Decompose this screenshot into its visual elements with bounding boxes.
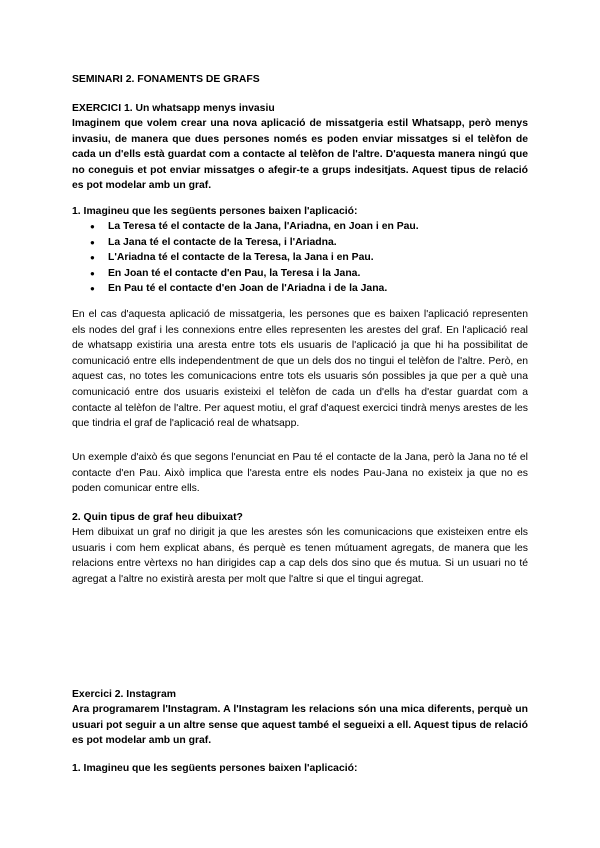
exercise-1-question-2: 2. Quin tipus de graf heu dibuixat?	[72, 512, 243, 523]
exercise-1-answer-1: En el cas d'aquesta aplicació de missatgeria, les persones que es baixen l'aplicació representen els nodes del graf i les connexions entre elles representen les arestes del graf. En l'aplicació real de whatsapp existiria una aresta entre tots els usuaris de l'aplicació ja que hi ha possibilitat de comunicació entre ells independentment de que un dels dos no tingui el telèfon de l'altre. Però, en aquest cas, no totes les comunicacions entre tots els usuaris són possibles ja que per a què una comunicació entre dos usuaris existeixi el telèfon de cada un d'ells ha d'estar guardat com a contacte al telèfon de l'altre. Per aquest motiu, el graf d'aquest exercici tindrà menys arestes de les que tindria el graf de l'aplicació real de whatsapp.	[72, 309, 528, 430]
exercise-2-question-1: 1. Imagineu que les següents persones baixen l'aplicació:	[72, 763, 358, 774]
exercise-2-title: Exercici 2. Instagram	[72, 689, 176, 700]
exercise-1-title: EXERCICI 1. Un whatsapp menys invasiu	[72, 103, 275, 114]
list-item: ● L'Ariadna té el contacte de la Teresa, la Jana i en Pau.	[72, 250, 528, 266]
list-item: ● La Jana té el contacte de la Teresa, i l'Ariadna.	[72, 235, 528, 251]
contacts-bullet-list	[72, 219, 528, 297]
seminar-title: SEMINARI 2. FONAMENTS DE GRAFS	[72, 74, 260, 85]
list-item: ● En Pau té el contacte d'en Joan de l'Ariadna i de la Jana.	[72, 281, 528, 297]
exercise-1-intro: Imaginem que volem crear una nova aplicació de missatgeria estil Whatsapp, però menys invasiu, de manera que dues persones només es poden enviar missatges si el telèfon de cada un d'ells està guardat com a contacte al telèfon de l'altre. D'aquesta manera ningú que no coneguis et pot enviar missatges o afegir-te a grups indesitjats. Aquest tipus de relació es pot modelar amb un graf.	[72, 118, 528, 192]
list-item: ● La Teresa té el contacte de la Jana, l'Ariadna, en Joan i en Pau.	[72, 219, 528, 235]
exercise-2-intro: Ara programarem l'Instagram. A l'Instagram les relacions són una mica diferents, perquè un usuari pot seguir a un altre sense que aquest també el segueixi a ell. Aquest tipus de relació es pot modelar amb un graf.	[72, 704, 528, 747]
exercise-1-example: Un exemple d'això és que segons l'enunciat en Pau té el contacte de la Jana, però la Jana no té el contacte d'en Pau. Això implica que l'aresta entre els nodes Pau-Jana no existeix ja que no es poden comunicar entre ells.	[72, 452, 528, 495]
list-item: ● En Joan té el contacte d'en Pau, la Teresa i la Jana.	[72, 266, 528, 282]
exercise-1-question-1: 1. Imagineu que les següents persones baixen l'aplicació:	[72, 206, 358, 217]
exercise-1-answer-2: Hem dibuixat un graf no dirigit ja que les arestes són les comunicacions que existeixen entre els usuaris i com hem explicat abans, és perquè es tenen mútuament agregats, de manera que les relacions entre vèrtexs no han dirigides cap a cap dels dos sino que és mutua. Si un usuari no té agregat a l'altre no existirà aresta per molt que l'altre si que el tingui agregat.	[72, 527, 528, 585]
